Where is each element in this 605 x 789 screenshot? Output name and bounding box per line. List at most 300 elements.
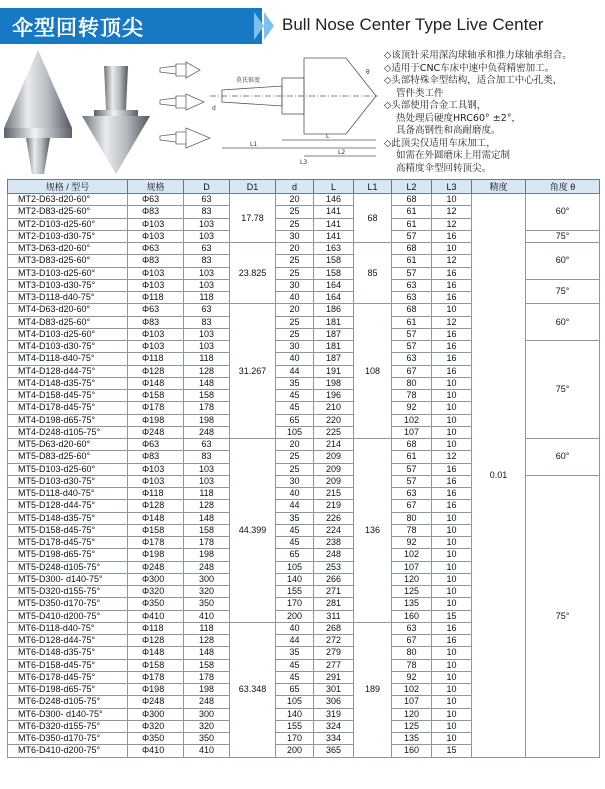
l-cell: 238	[314, 537, 354, 549]
drawing-label-angle: θ	[366, 69, 370, 76]
l2-cell: 120	[392, 708, 432, 720]
l-cell: 365	[314, 745, 354, 757]
page-header	[0, 0, 605, 46]
d-outer-cell: 248	[184, 426, 230, 438]
spec-cell: Φ103	[128, 230, 184, 242]
l3-cell: 16	[432, 475, 472, 487]
angle-cell: 75°	[526, 230, 600, 242]
d-inner-cell: 30	[276, 341, 314, 353]
l-cell: 187	[314, 328, 354, 340]
model-cell: MT5-D103-d30-75°	[8, 475, 128, 487]
spec-cell: Φ83	[128, 255, 184, 267]
d-outer-cell: 178	[184, 402, 230, 414]
spec-cell: Φ350	[128, 733, 184, 745]
l1-cell: 85	[354, 243, 392, 304]
l2-cell: 68	[392, 304, 432, 316]
d-outer-cell: 198	[184, 414, 230, 426]
l2-cell: 102	[392, 684, 432, 696]
d-inner-cell: 25	[276, 451, 314, 463]
l3-cell: 16	[432, 365, 472, 377]
d-outer-cell: 410	[184, 745, 230, 757]
l-cell: 198	[314, 377, 354, 389]
model-cell: MT4-D148-d35-75°	[8, 377, 128, 389]
d-inner-cell: 65	[276, 549, 314, 561]
spec-cell: Φ103	[128, 218, 184, 230]
drawing-label-l: L	[326, 133, 330, 140]
l2-cell: 57	[392, 475, 432, 487]
angle-cell: 60°	[526, 304, 600, 341]
l3-cell: 16	[432, 500, 472, 512]
model-cell: MT6-D128-d44-75°	[8, 635, 128, 647]
l-cell: 271	[314, 586, 354, 598]
d-inner-cell: 155	[276, 720, 314, 732]
l2-cell: 57	[392, 328, 432, 340]
spec-cell: Φ63	[128, 439, 184, 451]
l3-cell: 12	[432, 218, 472, 230]
l2-cell: 63	[392, 353, 432, 365]
l-cell: 225	[314, 426, 354, 438]
l-cell: 158	[314, 267, 354, 279]
spec-cell: Φ83	[128, 316, 184, 328]
l3-cell: 16	[432, 267, 472, 279]
l2-cell: 68	[392, 439, 432, 451]
l3-cell: 16	[432, 622, 472, 634]
l3-cell: 10	[432, 598, 472, 610]
l2-cell: 78	[392, 390, 432, 402]
angle-cell: 60°	[526, 439, 600, 476]
d-outer-cell: 350	[184, 598, 230, 610]
angle-cell: 60°	[526, 243, 600, 280]
live-center-photo-1	[4, 50, 72, 174]
d-outer-cell: 103	[184, 279, 230, 291]
l3-cell: 16	[432, 353, 472, 365]
spec-cell: Φ103	[128, 328, 184, 340]
l-cell: 209	[314, 475, 354, 487]
d-outer-cell: 118	[184, 622, 230, 634]
l-cell: 214	[314, 439, 354, 451]
spec-cell: Φ410	[128, 745, 184, 757]
l1-cell: 68	[354, 194, 392, 243]
l3-cell: 12	[432, 316, 472, 328]
d-outer-cell: 300	[184, 573, 230, 585]
l-cell: 281	[314, 598, 354, 610]
model-cell: MT3-D103-d25-60°	[8, 267, 128, 279]
d-outer-cell: 320	[184, 720, 230, 732]
d1-cell: 23.825	[230, 243, 276, 304]
d-outer-cell: 83	[184, 255, 230, 267]
l2-cell: 80	[392, 377, 432, 389]
d1-cell: 31.267	[230, 304, 276, 439]
spec-cell: Φ248	[128, 561, 184, 573]
l-cell: 141	[314, 206, 354, 218]
l-cell: 187	[314, 353, 354, 365]
l-cell: 306	[314, 696, 354, 708]
feature-item: ◇头部特殊伞型结构，适合加工中心孔类， 管件类工件	[384, 75, 563, 99]
model-cell: MT4-D103-d25-60°	[8, 328, 128, 340]
model-cell: MT2-D63-d20-60°	[8, 194, 128, 206]
l-cell: 277	[314, 659, 354, 671]
l3-cell: 10	[432, 304, 472, 316]
model-cell: MT5-D248-d105-75°	[8, 561, 128, 573]
l-cell: 248	[314, 549, 354, 561]
d-inner-cell: 44	[276, 635, 314, 647]
table-header-row	[8, 180, 600, 194]
model-cell: MT5-D118-d40-75°	[8, 488, 128, 500]
l-cell: 334	[314, 733, 354, 745]
l-cell: 279	[314, 647, 354, 659]
d1-cell: 17.78	[230, 194, 276, 243]
model-cell: MT6-D300- d140-75°	[8, 708, 128, 720]
d-outer-cell: 118	[184, 353, 230, 365]
spec-cell: Φ178	[128, 671, 184, 683]
spec-cell: Φ148	[128, 512, 184, 524]
model-cell: MT3-D83-d25-60°	[8, 255, 128, 267]
model-cell: MT6-D320-d155-75°	[8, 720, 128, 732]
l-cell: 209	[314, 463, 354, 475]
product-photo-and-drawing	[0, 48, 380, 176]
model-cell: MT6-D148-d35-75°	[8, 647, 128, 659]
l2-cell: 67	[392, 365, 432, 377]
model-cell: MT6-D198-d65-75°	[8, 684, 128, 696]
l3-cell: 12	[432, 206, 472, 218]
spec-cell: Φ63	[128, 194, 184, 206]
d-inner-cell: 200	[276, 745, 314, 757]
l3-cell: 10	[432, 733, 472, 745]
l3-cell: 10	[432, 684, 472, 696]
spec-cell: Φ63	[128, 243, 184, 255]
l2-cell: 63	[392, 488, 432, 500]
header-precision: 精度	[472, 180, 526, 194]
l-cell: 209	[314, 451, 354, 463]
drawing-label-d: d	[212, 105, 216, 112]
l2-cell: 107	[392, 696, 432, 708]
d-outer-cell: 103	[184, 341, 230, 353]
l3-cell: 16	[432, 230, 472, 242]
l2-cell: 80	[392, 647, 432, 659]
feature-item: ◇适用于CNC车床中速中负荷精密加工。	[384, 62, 555, 74]
l2-cell: 120	[392, 573, 432, 585]
spec-cell: Φ410	[128, 610, 184, 622]
spec-cell: Φ158	[128, 524, 184, 536]
l-cell: 181	[314, 341, 354, 353]
d-outer-cell: 198	[184, 684, 230, 696]
model-cell: MT4-D158-d45-75°	[8, 390, 128, 402]
d-inner-cell: 25	[276, 316, 314, 328]
d-inner-cell: 30	[276, 230, 314, 242]
l2-cell: 92	[392, 537, 432, 549]
d-inner-cell: 20	[276, 439, 314, 451]
spec-cell: Φ83	[128, 206, 184, 218]
l-cell: 301	[314, 684, 354, 696]
l3-cell: 10	[432, 194, 472, 206]
spec-cell: Φ178	[128, 537, 184, 549]
l2-cell: 57	[392, 230, 432, 242]
d-inner-cell: 20	[276, 243, 314, 255]
spec-cell: Φ118	[128, 622, 184, 634]
spec-cell: Φ320	[128, 720, 184, 732]
d-outer-cell: 83	[184, 451, 230, 463]
model-cell: MT5-D410-d200-75°	[8, 610, 128, 622]
l2-cell: 63	[392, 292, 432, 304]
d-inner-cell: 140	[276, 573, 314, 585]
model-cell: MT4-D198-d65-75°	[8, 414, 128, 426]
l2-cell: 125	[392, 586, 432, 598]
feature-item: ◇此顶尖仅适用车床加工， 如需在外圆磨床上用需定制 高精度伞型回转顶尖。	[384, 137, 511, 174]
d-inner-cell: 44	[276, 500, 314, 512]
model-cell: MT4-D103-d30-75°	[8, 341, 128, 353]
l3-cell: 10	[432, 243, 472, 255]
spec-cell: Φ128	[128, 365, 184, 377]
l3-cell: 15	[432, 610, 472, 622]
drawing-label-l2: L2	[338, 149, 346, 156]
l-cell: 164	[314, 279, 354, 291]
spec-cell: Φ103	[128, 279, 184, 291]
d-inner-cell: 25	[276, 463, 314, 475]
d-outer-cell: 103	[184, 218, 230, 230]
l3-cell: 10	[432, 390, 472, 402]
l-cell: 141	[314, 230, 354, 242]
d-outer-cell: 300	[184, 708, 230, 720]
title-banner	[0, 8, 262, 44]
feature-list	[384, 50, 602, 175]
l2-cell: 135	[392, 598, 432, 610]
spec-cell: Φ63	[128, 304, 184, 316]
profile-sketches	[160, 62, 210, 148]
d-outer-cell: 158	[184, 659, 230, 671]
l3-cell: 10	[432, 524, 472, 536]
l3-cell: 10	[432, 377, 472, 389]
d-inner-cell: 40	[276, 622, 314, 634]
l3-cell: 10	[432, 586, 472, 598]
model-cell: MT6-D178-d45-75°	[8, 671, 128, 683]
spec-cell: Φ248	[128, 696, 184, 708]
d-inner-cell: 25	[276, 255, 314, 267]
d-inner-cell: 45	[276, 390, 314, 402]
l-cell: 291	[314, 671, 354, 683]
drawing-label-l1: L1	[250, 141, 258, 148]
d-outer-cell: 63	[184, 304, 230, 316]
l-cell: 164	[314, 292, 354, 304]
header-d1: D1	[230, 180, 276, 194]
header-angle: 角度 θ	[526, 180, 600, 194]
model-cell: MT5-D158-d45-75°	[8, 524, 128, 536]
d-outer-cell: 178	[184, 537, 230, 549]
l2-cell: 61	[392, 316, 432, 328]
l-cell: 141	[314, 218, 354, 230]
page-title-zh: 伞型回转顶尖	[12, 16, 144, 40]
spec-cell: Φ198	[128, 549, 184, 561]
spec-table	[7, 179, 600, 758]
d1-cell: 63.348	[230, 622, 276, 757]
angle-cell: 75°	[526, 279, 600, 304]
l-cell: 220	[314, 414, 354, 426]
header-d-inner: d	[276, 180, 314, 194]
l3-cell: 10	[432, 708, 472, 720]
l2-cell: 68	[392, 194, 432, 206]
l3-cell: 10	[432, 671, 472, 683]
spec-cell: Φ103	[128, 463, 184, 475]
d-outer-cell: 350	[184, 733, 230, 745]
l2-cell: 107	[392, 561, 432, 573]
header-l1: L1	[354, 180, 392, 194]
l-cell: 191	[314, 365, 354, 377]
l2-cell: 160	[392, 610, 432, 622]
model-cell: MT5-D300- d140-75°	[8, 573, 128, 585]
model-cell: MT3-D63-d20-60°	[8, 243, 128, 255]
d-outer-cell: 148	[184, 512, 230, 524]
l1-cell: 189	[354, 622, 392, 757]
d-inner-cell: 25	[276, 267, 314, 279]
l-cell: 163	[314, 243, 354, 255]
model-cell: MT4-D248-d105-75°	[8, 426, 128, 438]
l2-cell: 57	[392, 463, 432, 475]
l-cell: 219	[314, 500, 354, 512]
header-l3: L3	[432, 180, 472, 194]
d-inner-cell: 25	[276, 328, 314, 340]
l-cell: 272	[314, 635, 354, 647]
spec-cell: Φ118	[128, 488, 184, 500]
l3-cell: 10	[432, 414, 472, 426]
model-cell: MT5-D128-d44-75°	[8, 500, 128, 512]
d-inner-cell: 40	[276, 488, 314, 500]
d-outer-cell: 148	[184, 647, 230, 659]
model-cell: MT2-D83-d25-60°	[8, 206, 128, 218]
spec-cell: Φ158	[128, 390, 184, 402]
d-inner-cell: 200	[276, 610, 314, 622]
l2-cell: 102	[392, 549, 432, 561]
l2-cell: 78	[392, 524, 432, 536]
table-row	[8, 194, 600, 206]
l3-cell: 10	[432, 549, 472, 561]
l2-cell: 61	[392, 206, 432, 218]
l-cell: 181	[314, 316, 354, 328]
d-outer-cell: 103	[184, 267, 230, 279]
model-cell: MT5-D198-d65-75°	[8, 549, 128, 561]
d-inner-cell: 25	[276, 218, 314, 230]
model-cell: MT5-D83-d25-60°	[8, 451, 128, 463]
l2-cell: 102	[392, 414, 432, 426]
spec-cell: Φ300	[128, 573, 184, 585]
d-outer-cell: 63	[184, 194, 230, 206]
l2-cell: 92	[392, 402, 432, 414]
l-cell: 324	[314, 720, 354, 732]
model-cell: MT6-D410-d200-75°	[8, 745, 128, 757]
model-cell: MT5-D320-d155-75°	[8, 586, 128, 598]
d-outer-cell: 148	[184, 377, 230, 389]
drawing-label-l3: L3	[300, 159, 308, 166]
l-cell: 311	[314, 610, 354, 622]
d-outer-cell: 103	[184, 475, 230, 487]
model-cell: MT6-D118-d40-75°	[8, 622, 128, 634]
l2-cell: 61	[392, 218, 432, 230]
spec-cell: Φ178	[128, 402, 184, 414]
l3-cell: 10	[432, 561, 472, 573]
d-inner-cell: 20	[276, 304, 314, 316]
l-cell: 266	[314, 573, 354, 585]
model-cell: MT5-D178-d45-75°	[8, 537, 128, 549]
feature-item: ◇头部使用合金工具钢， 热处理后硬度HRC60° ±2°， 具备高钢性和高耐磨度。	[384, 100, 522, 136]
model-cell: MT3-D118-d40-75°	[8, 292, 128, 304]
l-cell: 186	[314, 304, 354, 316]
d-inner-cell: 45	[276, 671, 314, 683]
header-d-outer: D	[184, 180, 230, 194]
l2-cell: 67	[392, 635, 432, 647]
spec-cell: Φ103	[128, 267, 184, 279]
model-cell: MT4-D63-d20-60°	[8, 304, 128, 316]
l2-cell: 92	[392, 671, 432, 683]
spec-cell: Φ198	[128, 684, 184, 696]
l2-cell: 57	[392, 267, 432, 279]
l1-cell: 136	[354, 439, 392, 623]
model-cell: MT2-D103-d25-60°	[8, 218, 128, 230]
l-cell: 253	[314, 561, 354, 573]
l3-cell: 16	[432, 635, 472, 647]
l3-cell: 10	[432, 537, 472, 549]
model-cell: MT3-D103-d30-75°	[8, 279, 128, 291]
l-cell: 196	[314, 390, 354, 402]
l-cell: 319	[314, 708, 354, 720]
d-outer-cell: 198	[184, 549, 230, 561]
product-illustration	[0, 48, 380, 176]
d-inner-cell: 35	[276, 512, 314, 524]
d-inner-cell: 140	[276, 708, 314, 720]
d-outer-cell: 128	[184, 635, 230, 647]
d-inner-cell: 35	[276, 647, 314, 659]
d-outer-cell: 83	[184, 206, 230, 218]
l3-cell: 12	[432, 255, 472, 267]
l1-cell: 108	[354, 304, 392, 439]
d-inner-cell: 35	[276, 377, 314, 389]
model-cell: MT5-D148-d35-75°	[8, 512, 128, 524]
d-inner-cell: 105	[276, 426, 314, 438]
l3-cell: 16	[432, 292, 472, 304]
d-inner-cell: 40	[276, 292, 314, 304]
d-outer-cell: 103	[184, 463, 230, 475]
l3-cell: 15	[432, 745, 472, 757]
l2-cell: 135	[392, 733, 432, 745]
model-cell: MT4-D118-d40-75°	[8, 353, 128, 365]
l2-cell: 57	[392, 341, 432, 353]
spec-cell: Φ320	[128, 586, 184, 598]
l3-cell: 16	[432, 279, 472, 291]
model-cell: MT4-D83-d25-60°	[8, 316, 128, 328]
l2-cell: 68	[392, 243, 432, 255]
d-inner-cell: 25	[276, 206, 314, 218]
model-cell: MT6-D248-d105-75°	[8, 696, 128, 708]
l-cell: 268	[314, 622, 354, 634]
l3-cell: 10	[432, 573, 472, 585]
model-cell: MT4-D128-d44-75°	[8, 365, 128, 377]
l3-cell: 10	[432, 439, 472, 451]
d-inner-cell: 45	[276, 402, 314, 414]
l2-cell: 67	[392, 500, 432, 512]
spec-cell: Φ118	[128, 353, 184, 365]
model-cell: MT2-D103-d30-75°	[8, 230, 128, 242]
d-outer-cell: 178	[184, 671, 230, 683]
d-inner-cell: 45	[276, 524, 314, 536]
angle-cell: 75°	[526, 341, 600, 439]
l3-cell: 10	[432, 402, 472, 414]
angle-cell: 60°	[526, 194, 600, 231]
l2-cell: 160	[392, 745, 432, 757]
d-inner-cell: 44	[276, 365, 314, 377]
d-outer-cell: 410	[184, 610, 230, 622]
d-inner-cell: 65	[276, 684, 314, 696]
d-outer-cell: 83	[184, 316, 230, 328]
d-outer-cell: 128	[184, 500, 230, 512]
spec-cell: Φ300	[128, 708, 184, 720]
d-outer-cell: 320	[184, 586, 230, 598]
